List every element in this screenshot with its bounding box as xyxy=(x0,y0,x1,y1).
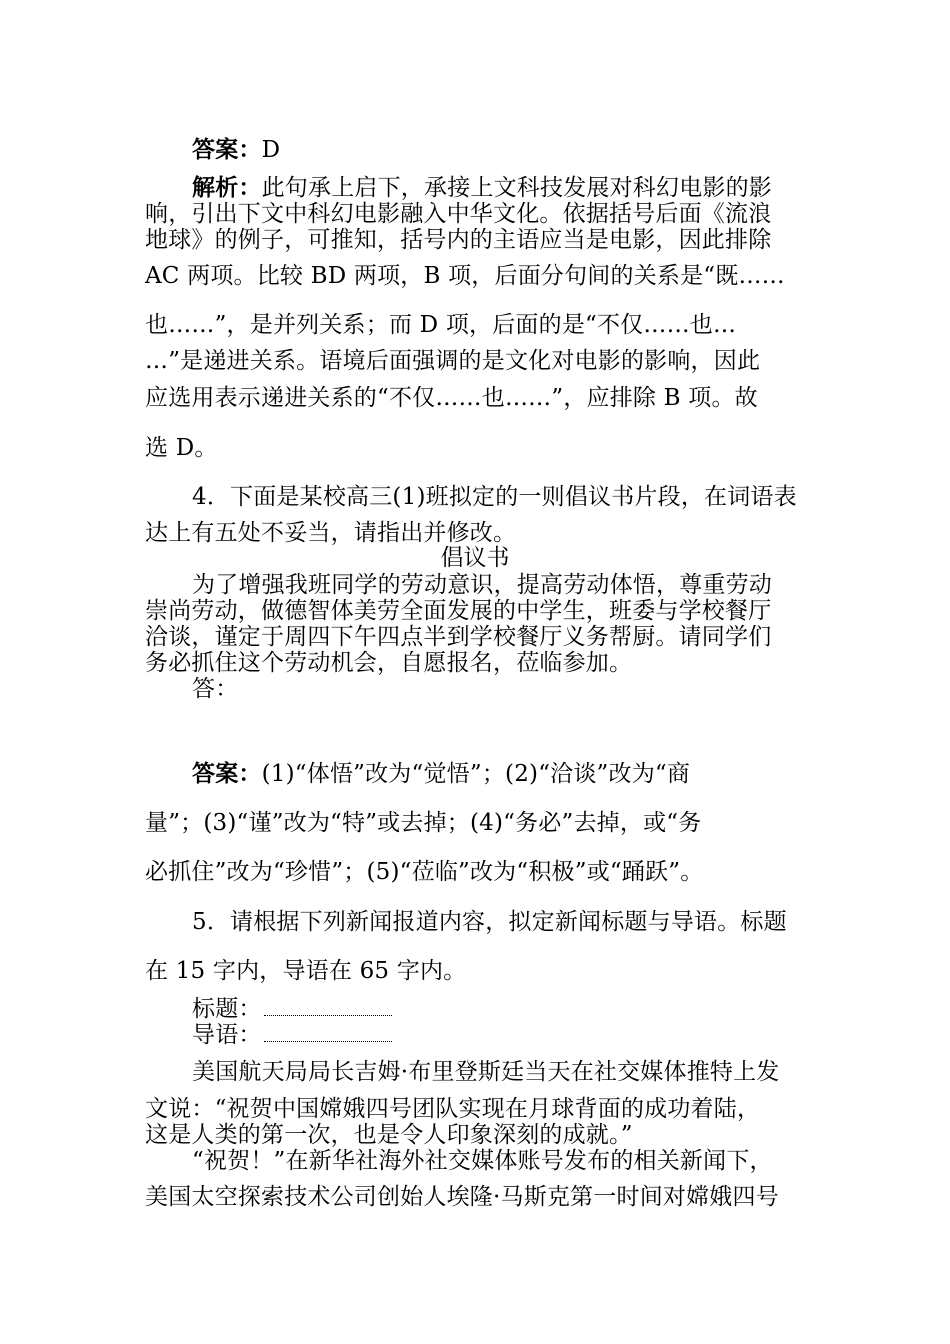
q5-title-blank[interactable] xyxy=(264,997,392,1016)
q3-analysis-label: 解析： xyxy=(192,174,262,201)
news-line-4: “祝贺！”在新华社海外社交媒体账号发布的相关新闻下， xyxy=(192,1148,773,1174)
news-line-5: 美国太空探索技术公司创始人埃隆·马斯克第一时间对嫦娥四号 xyxy=(145,1184,779,1210)
proposal-line-2: 崇尚劳动，做德智体美劳全面发展的中学生，班委与学校餐厅 xyxy=(145,598,772,624)
q3-answer-label: 答案： xyxy=(192,136,262,163)
proposal-title: 倡议书 xyxy=(440,545,510,571)
q5-lead-blank[interactable] xyxy=(264,1023,392,1042)
news-line-3: 这是人类的第一次，也是令人印象深刻的成就。” xyxy=(145,1122,633,1148)
q3-analysis-line-8: 选 D。 xyxy=(145,435,218,461)
q4-question-line-1: 4．下面是某校高三(1)班拟定的一则倡议书片段，在词语表 xyxy=(192,484,797,510)
q3-analysis-line-5: 也……”，是并列关系；而 D 项，后面的是“不仅……也… xyxy=(145,312,737,338)
q5-title-row xyxy=(192,996,392,1022)
q5-lead-label: 导语： xyxy=(192,1022,262,1048)
q3-analysis-line-7: 应选用表示递进关系的“不仅……也……”，应排除 B 项。故 xyxy=(145,385,758,411)
q4-answer-line-2: 量”；(3)“谨”改为“特”或去掉；(4)“务必”去掉，或“务 xyxy=(145,810,702,836)
q3-analysis-line-2: 响，引出下文中科幻电影融入中华文化。依据括号后面《流浪 xyxy=(145,201,772,227)
q3-answer xyxy=(192,137,280,163)
q3-analysis-line-4: AC 两项。比较 BD 两项，B 项，后面分句间的关系是“既…… xyxy=(145,263,785,289)
q3-answer-value: D xyxy=(261,137,281,163)
proposal-line-1: 为了增强我班同学的劳动意识，提高劳动体悟，尊重劳动 xyxy=(192,572,772,598)
q4-answer-prompt: 答： xyxy=(192,676,239,702)
q5-question-line-1: 5．请根据下列新闻报道内容，拟定新闻标题与导语。标题 xyxy=(192,909,787,935)
q4-question-line-2: 达上有五处不妥当，请指出并修改。 xyxy=(145,520,517,546)
q3-analysis-line-1 xyxy=(192,175,772,201)
q3-analysis-line-3: 地球》的例子，可推知，括号内的主语应当是电影，因此排除 xyxy=(145,227,772,253)
proposal-line-4: 务必抓住这个劳动机会，自愿报名，莅临参加。 xyxy=(145,650,633,676)
q5-lead-row xyxy=(192,1022,392,1048)
q4-answer-line-3: 必抓住”改为“珍惜”；(5)“莅临”改为“积极”或“踊跃”。 xyxy=(145,859,704,885)
q4-answer-line-1 xyxy=(192,761,690,787)
q5-title-label: 标题： xyxy=(192,996,262,1022)
q3-analysis-text: 此句承上启下，承接上文科技发展对科幻电影的影 xyxy=(261,175,773,201)
news-line-2: 文说：“祝贺中国嫦娥四号团队实现在月球背面的成功着陆， xyxy=(145,1096,761,1122)
q3-analysis-line-6: …”是递进关系。语境后面强调的是文化对电影的影响，因此 xyxy=(145,348,761,374)
q4-answer-text: (1)“体悟”改为“觉悟”；(2)“洽谈”改为“商 xyxy=(261,761,691,787)
news-line-1: 美国航天局局长吉姆·布里登斯廷当天在社交媒体推特上发 xyxy=(192,1059,780,1085)
q5-question-line-2: 在 15 字内，导语在 65 字内。 xyxy=(145,958,467,984)
q4-answer-label: 答案： xyxy=(192,760,262,787)
proposal-line-3: 洽谈，谨定于周四下午四点半到学校餐厅义务帮厨。请同学们 xyxy=(145,624,772,650)
